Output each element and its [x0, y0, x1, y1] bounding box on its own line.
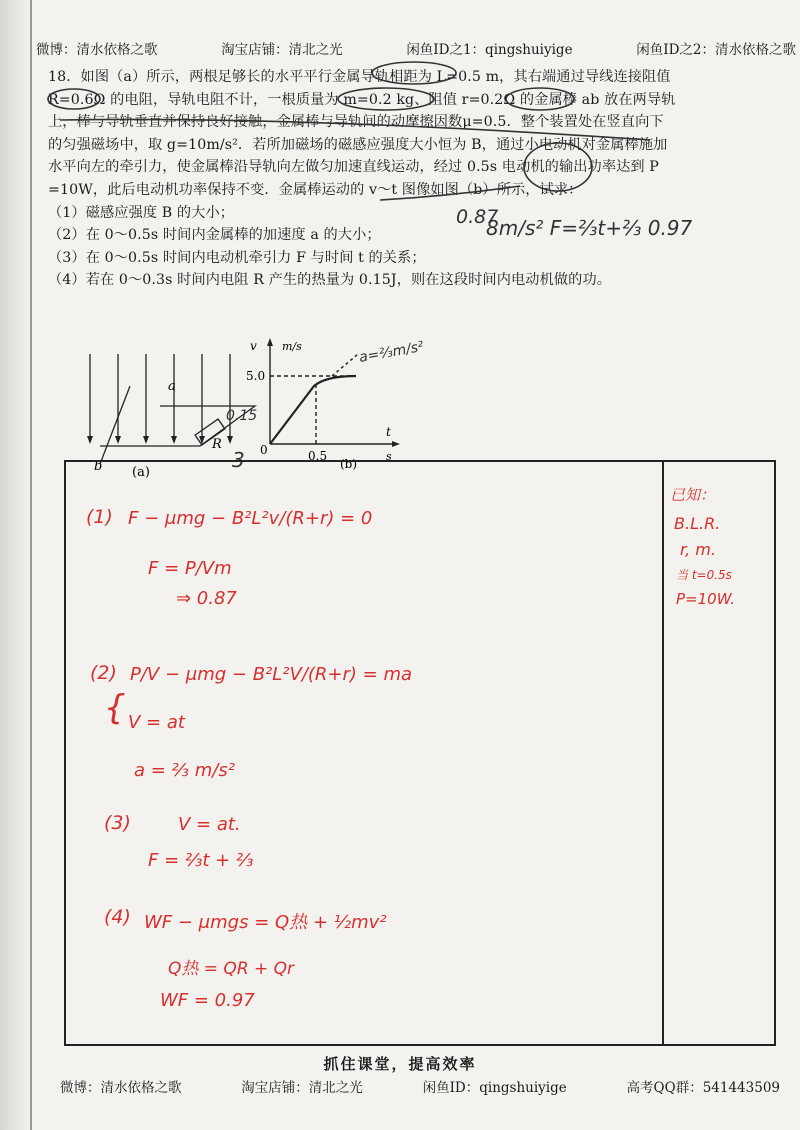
answer-2-brace: { [104, 688, 126, 728]
answer-1-equation: F − μmg − B²L²v/(R+r) = 0 [128, 508, 373, 529]
fig-b-caption: (b) [340, 457, 358, 471]
footer-taobao: 淘宝店铺：清北之光 [241, 1080, 363, 1096]
answer-1-result: ⇒ 0.87 [176, 588, 237, 609]
answer-4-equation: WF − μmgs = Q热 + ½mv² [144, 912, 387, 933]
answer-2-accel: a = ⅔ m/s² [134, 760, 235, 781]
fig-a-pencil-note: 0.15 [226, 408, 258, 424]
answer-4-label: (4) [104, 906, 131, 928]
question-2: （2）在 0～0.5s 时间内金属棒的加速度 a 的大小； [48, 227, 381, 244]
question-1: （1）磁感应强度 B 的大小； [48, 204, 235, 221]
answer-2-equation: P/V − μmg − B²L²V/(R+r) = ma [130, 664, 413, 685]
question-3: （3）在 0～0.5s 时间内电动机牵引力 F 与时间 t 的关系； [48, 249, 426, 266]
answer-3-velocity: V = at. [178, 814, 241, 835]
footer-motto: 抓住课堂，提高效率 [323, 1055, 477, 1073]
fig-b-v-unit: m/s [282, 340, 302, 353]
fig-a-label-a: a [168, 379, 176, 394]
problem-line: 水平向左的牵引力，使金属棒沿导轨向左做匀加速直线运动，经过 0.5s 电动机的输出功率达到 P [48, 159, 659, 176]
page-footer [60, 1076, 780, 1094]
answer-1-label: (1) [86, 506, 113, 528]
fig-b-y-tick: 5.0 [246, 369, 266, 383]
problem-line: R=0.6Ω 的电阻，导轨电阻不计，一根质量为 m=0.2 kg、阻值 r=0.2Ω 的金属棒 ab 放在两导轨 [48, 91, 676, 108]
pencil-note-2: 8m/s² F=⅔t+⅔ 0.97 [486, 216, 693, 240]
answer-3-force: F = ⅔t + ⅔ [148, 850, 254, 871]
header-weibo: 微博：清水依格之歌 [36, 42, 158, 58]
question-4: （4）若在 0～0.3s 时间内电阻 R 产生的热量为 0.15J，则在这段时间内电动机做的功。 [48, 272, 612, 289]
problem-line: 上，棒与导轨垂直并保持良好接触，金属棒与导轨间的动摩擦因数μ=0.5．整个装置处在竖直向下 [48, 114, 664, 131]
problem-line: 的匀强磁场中，取 g=10m/s²．若所加磁场的磁感应强度大小恒为 B，通过小电动机对金属棒施加 [48, 136, 668, 153]
answer-4-work: WF = 0.97 [160, 990, 255, 1011]
answer-2-velocity: V = at [128, 712, 185, 733]
fig-b-t-unit: s [386, 450, 392, 463]
side-notes-line-3: 当 t=0.5s [676, 568, 732, 582]
fig-b-v-axis: v [250, 339, 257, 353]
fig-b-t-axis: t [386, 425, 391, 439]
pencil-note-3: 3 [232, 448, 245, 472]
footer-qq: 高考QQ群：541443509 [626, 1080, 780, 1096]
side-notes-line-4: P=10W. [676, 590, 736, 608]
fig-b-x-tick: 0.5 [308, 449, 328, 463]
answer-1-force: F = P/Vm [148, 558, 232, 579]
fig-a-caption: (a) [132, 465, 150, 478]
answer-box-divider [662, 460, 664, 1046]
problem-line: 18．如图（a）所示，两根足够长的水平平行金属导轨相距为 L=0.5 m，其右端通过导线连接阻值 [48, 69, 671, 85]
footer-xianyu: 闲鱼ID：qingshuiyige [422, 1080, 567, 1096]
side-notes-line-2: r, m. [680, 540, 716, 559]
problem-line: =10W，此后电动机功率保持不变．金属棒运动的 v～t 图像如图（b）所示，试求： [48, 181, 583, 198]
pencil-note-1: 0.87 [456, 206, 499, 228]
side-notes-title: 已知： [670, 486, 716, 504]
answer-3-label: (3) [104, 812, 131, 834]
figure-b [236, 332, 446, 472]
header-xianyu-2: 闲鱼ID之2：清水依格之歌 [636, 42, 796, 58]
fig-a-label-b: b [94, 459, 103, 474]
answer-2-label: (2) [90, 662, 117, 684]
side-notes-line-1: B.L.R. [674, 514, 721, 533]
header-xianyu-1: 闲鱼ID之1：qingshuiyige [406, 42, 573, 58]
fig-b-origin: 0 [260, 443, 268, 457]
answer-4-heat: Q热 = QR + Qr [168, 959, 295, 979]
footer-weibo: 微博：清水依格之歌 [60, 1080, 182, 1096]
fig-b-pencil-note: a=⅔m/s² [357, 338, 425, 366]
pencil-annotations [0, 0, 800, 330]
header-taobao: 淘宝店铺：清北之光 [221, 42, 343, 58]
fig-a-label-r: R [212, 437, 222, 452]
